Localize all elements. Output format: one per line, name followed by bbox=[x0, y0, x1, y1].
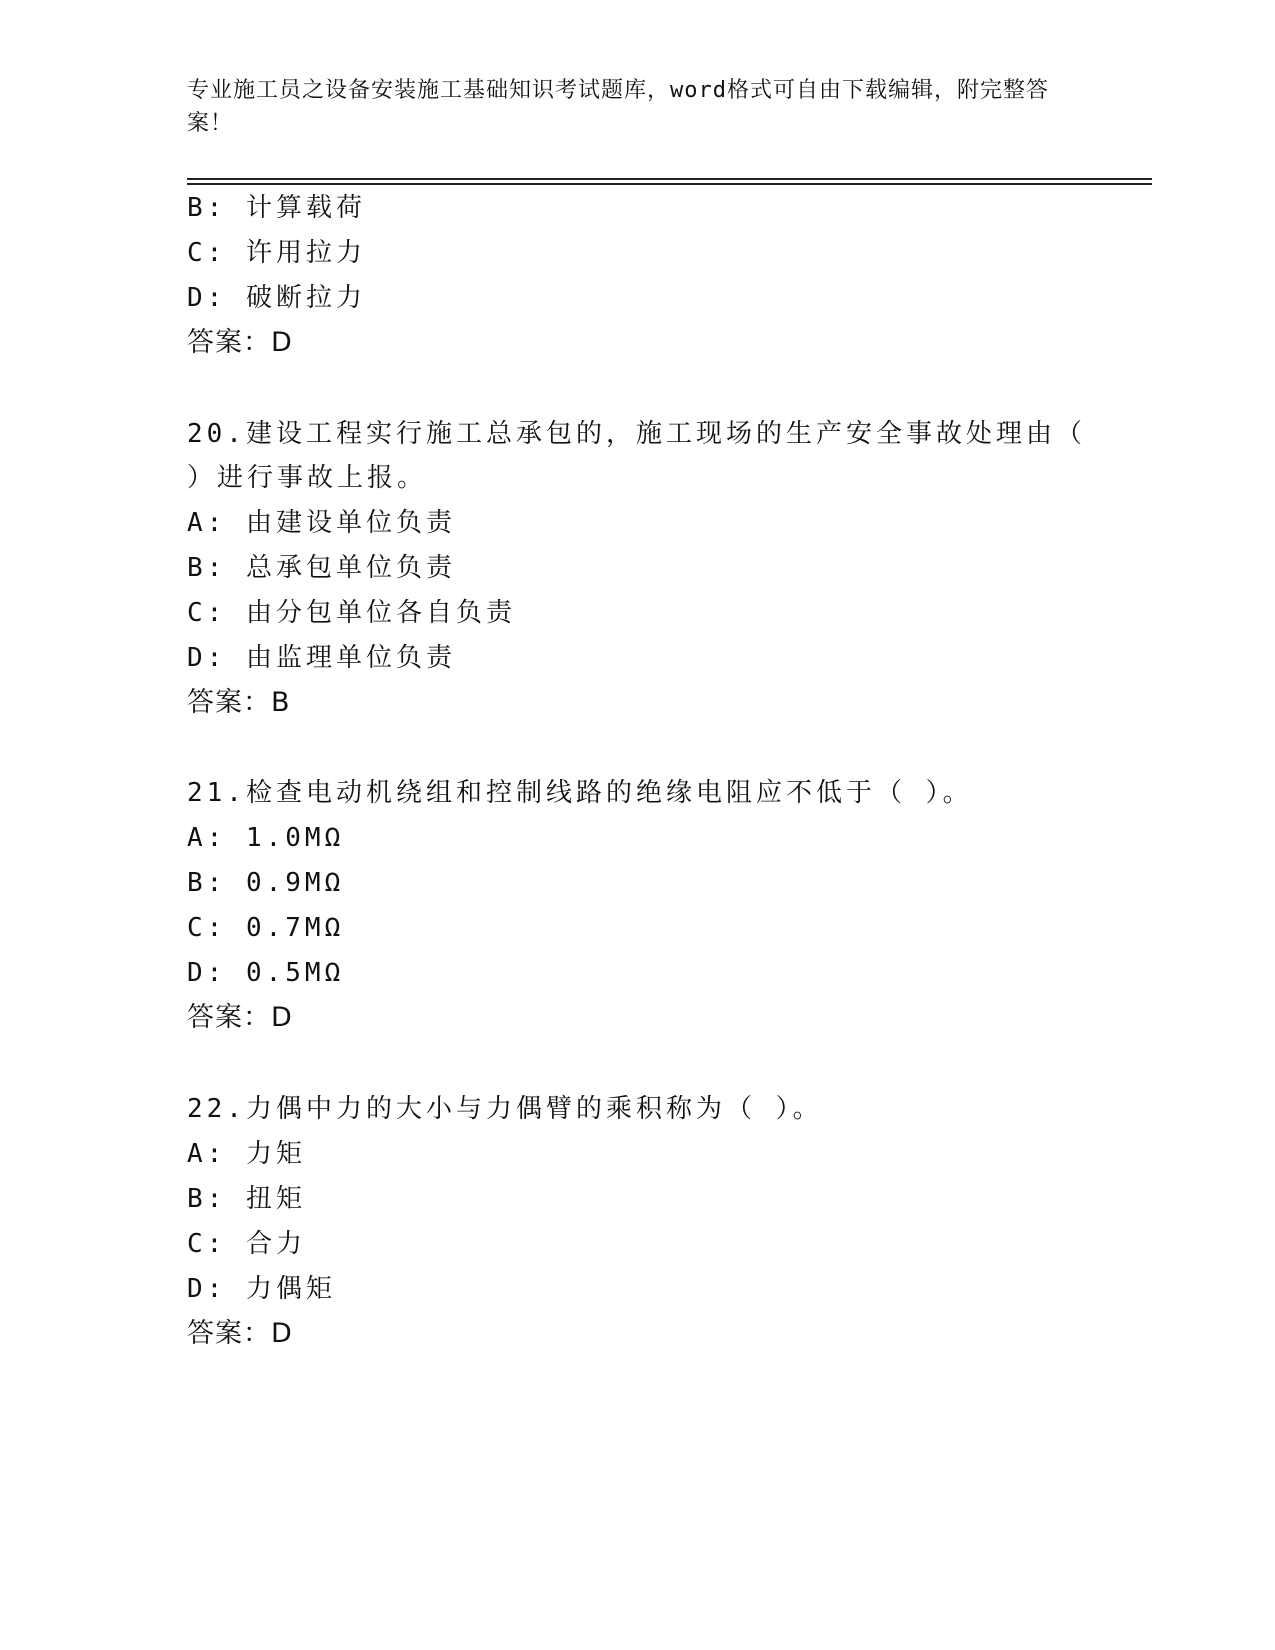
option-c: C: 许用拉力 bbox=[187, 238, 366, 268]
option-a: A: 力矩 bbox=[187, 1139, 306, 1169]
answer: 答案：D bbox=[187, 1318, 293, 1349]
option-c: C: 合力 bbox=[187, 1229, 306, 1259]
answer: 答案：B bbox=[187, 687, 291, 718]
document-header: 专业施工员之设备安装施工基础知识考试题库，word格式可自由下载编辑，附完整答案！ bbox=[187, 78, 1049, 136]
option-d: D: 力偶矩 bbox=[187, 1274, 336, 1304]
header-divider-bottom bbox=[187, 183, 1152, 185]
question-stem-continued: ）进行事故上报。 bbox=[187, 463, 428, 493]
question-stem: 22.力偶中力的大小与力偶臂的乘积称为（ ）。 bbox=[187, 1094, 823, 1124]
answer: 答案：D bbox=[187, 1002, 293, 1033]
option-b: B: 计算载荷 bbox=[187, 193, 366, 223]
option-d: D: 由监理单位负责 bbox=[187, 643, 456, 673]
question-stem: 21.检查电动机绕组和控制线路的绝缘电阻应不低于（ ）。 bbox=[187, 778, 973, 808]
option-b: B: 扭矩 bbox=[187, 1184, 306, 1214]
option-c: C: 0.7MΩ bbox=[187, 913, 345, 943]
option-d: D: 0.5MΩ bbox=[187, 958, 345, 988]
option-c: C: 由分包单位各自负责 bbox=[187, 598, 516, 628]
header-divider-top bbox=[187, 178, 1152, 180]
option-a: A: 1.0MΩ bbox=[187, 823, 345, 853]
option-a: A: 由建设单位负责 bbox=[187, 508, 456, 538]
option-b: B: 总承包单位负责 bbox=[187, 553, 456, 583]
question-stem: 20.建设工程实行施工总承包的，施工现场的生产安全事故处理由（ bbox=[187, 419, 1086, 449]
answer: 答案：D bbox=[187, 327, 293, 358]
option-b: B: 0.9MΩ bbox=[187, 868, 345, 898]
option-d: D: 破断拉力 bbox=[187, 283, 366, 313]
